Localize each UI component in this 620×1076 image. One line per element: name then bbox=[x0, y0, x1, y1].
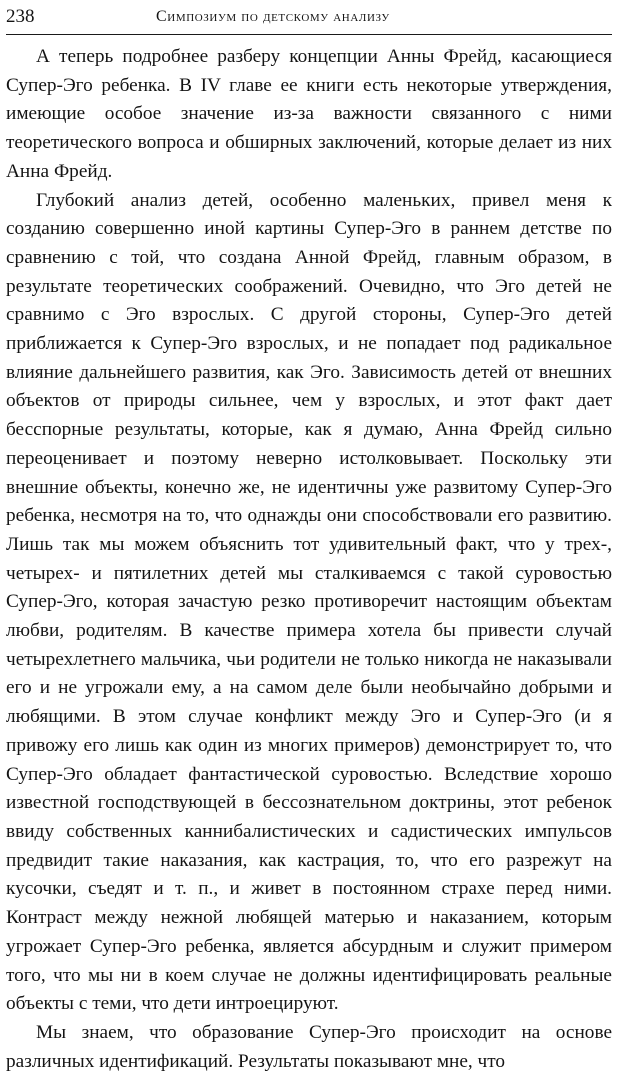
page-number: 238 bbox=[6, 6, 35, 27]
running-title: Симпозиум по детскому анализу bbox=[156, 8, 390, 25]
paragraph-1: А теперь подробнее разберу концепции Анны Фрейд, касающиеся Супер-Эго ребенка. В IV главе ее книги есть некоторые утверждения, имеющие особое значение из-за важности связанного с ними теоретического вопроса и обширных заключений, которые делает из них Анна Фрейд. bbox=[6, 46, 612, 182]
paragraph-2: Глубокий анализ детей, особенно маленьких, привел меня к созданию совершенно иной картины Супер-Эго в раннем детстве по сравнению с той, что создана Анной Фрейд, главным образом, в результате теоретических соображений. Очевидно, что Эго детей не сравнимо с Эго взрослых. С другой стороны, Супер-Эго детей приближается к Супер-Эго взрослых, и не попадает под радикальное влияние дальнейшего развития, как Эго. Зависимость детей от внешних объектов от природы сильнее, чем у взрослых, и этот факт дает бесспорные результаты, которые, как я думаю, Анна Фрейд сильно переоценивает и поэтому неверно истолковывает. Поскольку эти внешние объекты, конечно же, не идентичны уже развитому Супер-Эго ребенка, несмотря на то, что однажды они способствовали его развитию. Лишь так мы можем объяснить тот удивительный факт, что у трех-, четырех- и пятилетних детей мы сталкиваемся с такой суровостью Супер-Эго, которая зачастую резко противоречит настоящим объектам любви, родителям. В качестве примера хотела бы привести случай четырехлетнего мальчика, чьи родители не только никогда не наказывали его и не угрожали ему, а на самом деле были необычайно добрыми и любящими. В этом случае конфликт между Эго и Супер-Эго (и я привожу его лишь как один из многих примеров) демонстрирует то, что Супер-Эго обладает фантастической суровостью. Вследствие хорошо известной господствующей в бессознательном доктрины, этот ребенок ввиду собственных каннибалистических и садистических импульсов предвидит такие наказания, как кастрация, то, что его разрежут на кусочки, съедят и т. п., и живет в постоянном страхе перед ними. Контраст между нежной любящей матерью и наказанием, которым угрожает Супер-Эго ребенка, является абсурдным и служит примером того, что мы ни в коем случае не должны идентифицировать реальные объекты с теми, что дети интроецируют. bbox=[6, 189, 612, 1015]
body-text bbox=[6, 43, 612, 1076]
running-header bbox=[6, 4, 612, 35]
paragraph-3: Мы знаем, что образование Супер-Эго происходит на основе различных идентификаций. Результаты показывают мне, что bbox=[6, 1021, 612, 1072]
